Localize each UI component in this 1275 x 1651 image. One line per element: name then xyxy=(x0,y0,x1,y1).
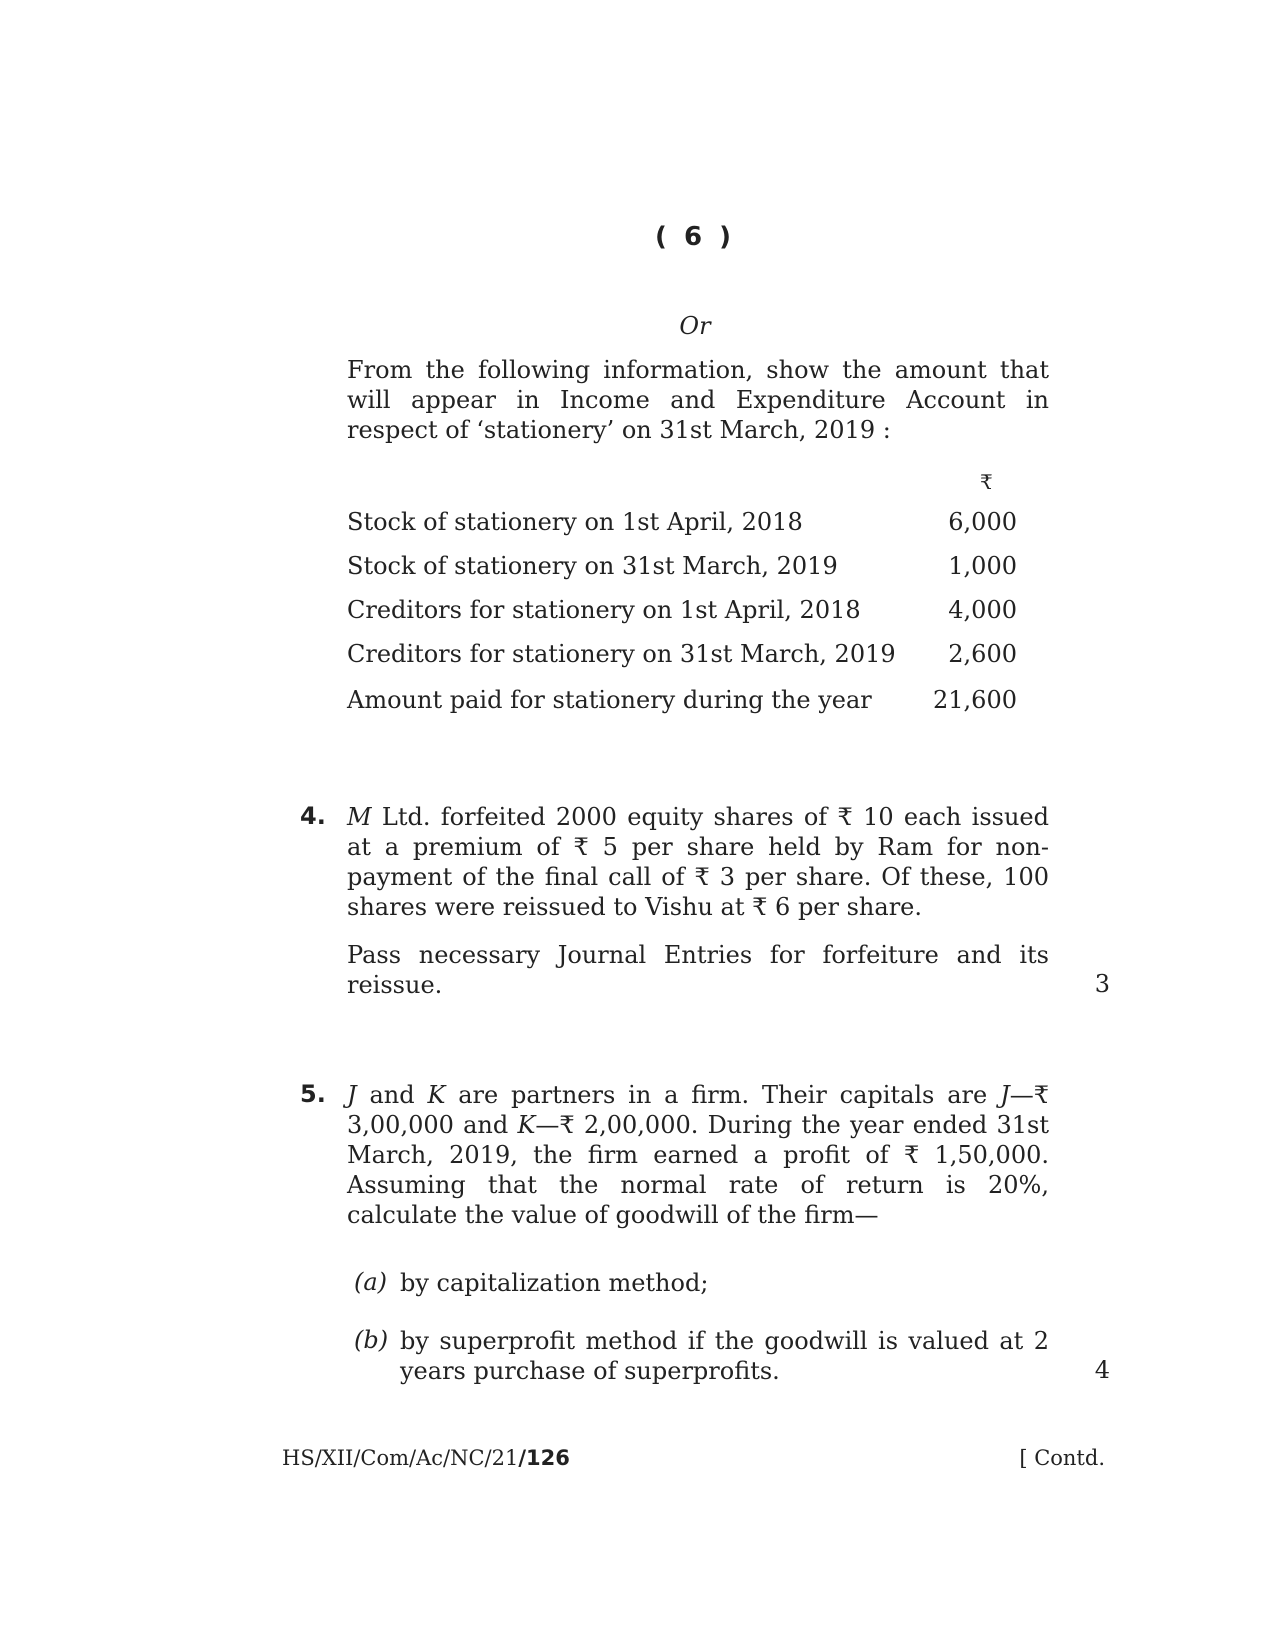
row-value: 6,000 xyxy=(948,508,1017,536)
part-text: by capitalization method; xyxy=(400,1269,709,1297)
company-name: M xyxy=(347,803,372,831)
partner-k: K xyxy=(517,1111,536,1139)
part-label: (a) xyxy=(354,1268,388,1296)
alt-question-text: From the following information, show the amount that will appear in Income and Expenditure Account in respect of ‘stationery’ on 31st March, 2019 : xyxy=(347,356,1049,444)
paper-code-prefix: HS/XII/Com/Ac/NC/21 xyxy=(282,1446,519,1470)
marks: 3 xyxy=(1094,970,1110,998)
row-label: Creditors for stationery on 31st March, 2019 xyxy=(347,640,896,668)
row-label: Amount paid for stationery during the year xyxy=(347,686,872,714)
question-4-body: Ltd. forfeited 2000 equity shares of ₹ 10 each issued at a premium of ₹ 5 per share held by Ram for non-payment of the final call of ₹ 3 per share. Of these, 100 shares were reissued to Vishu at ₹ 6 per share. xyxy=(347,803,1049,921)
row-label: Stock of stationery on 31st March, 2019 xyxy=(347,552,838,580)
text-and: and xyxy=(369,1081,415,1109)
row-value: 21,600 xyxy=(933,686,1017,714)
question-4-instruction: Pass necessary Journal Entries for forfeiture and its reissue. xyxy=(347,941,1049,999)
table-row xyxy=(347,640,1017,670)
contd-label: [ Contd. xyxy=(1019,1446,1105,1470)
row-value: 1,000 xyxy=(948,552,1017,580)
paper-code xyxy=(282,1446,570,1470)
row-value: 2,600 xyxy=(948,640,1017,668)
question-4-text xyxy=(347,802,1049,922)
currency-header: ₹ xyxy=(980,470,993,494)
row-label: Stock of stationery on 1st April, 2018 xyxy=(347,508,803,536)
table-row xyxy=(347,596,1017,626)
question-number: 5. xyxy=(300,1080,326,1108)
paper-code-suffix: /126 xyxy=(518,1446,570,1470)
table-row xyxy=(347,508,1017,538)
question-number: 4. xyxy=(300,802,326,830)
page-number: ( 6 ) xyxy=(655,222,735,252)
text-k-capital: —₹ 2,00,000. During the year ended 31st March, 2019, the firm earned a profit of ₹ 1,50,000. Assuming that the normal rate of return is 20%, calculate the value of goodwill of the firm— xyxy=(347,1111,1049,1229)
partner-k: K xyxy=(427,1081,446,1109)
marks: 4 xyxy=(1094,1356,1110,1384)
partner-j: J xyxy=(347,1081,357,1109)
text-j-capital: —₹ 3,00,000 and xyxy=(347,1081,1049,1139)
row-label: Creditors for stationery on 1st April, 2018 xyxy=(347,596,861,624)
row-value: 4,000 xyxy=(948,596,1017,624)
table-row xyxy=(347,686,1017,716)
question-5-text xyxy=(347,1080,1049,1230)
or-label: Or xyxy=(679,312,711,340)
part-text: by superprofit method if the goodwill is valued at 2 years purchase of superprofits. xyxy=(400,1327,1049,1385)
text-partners: are partners in a firm. Their capitals are xyxy=(458,1081,988,1109)
partner-j: J xyxy=(1000,1081,1010,1109)
table-row xyxy=(347,552,1017,582)
part-label: (b) xyxy=(354,1326,389,1354)
